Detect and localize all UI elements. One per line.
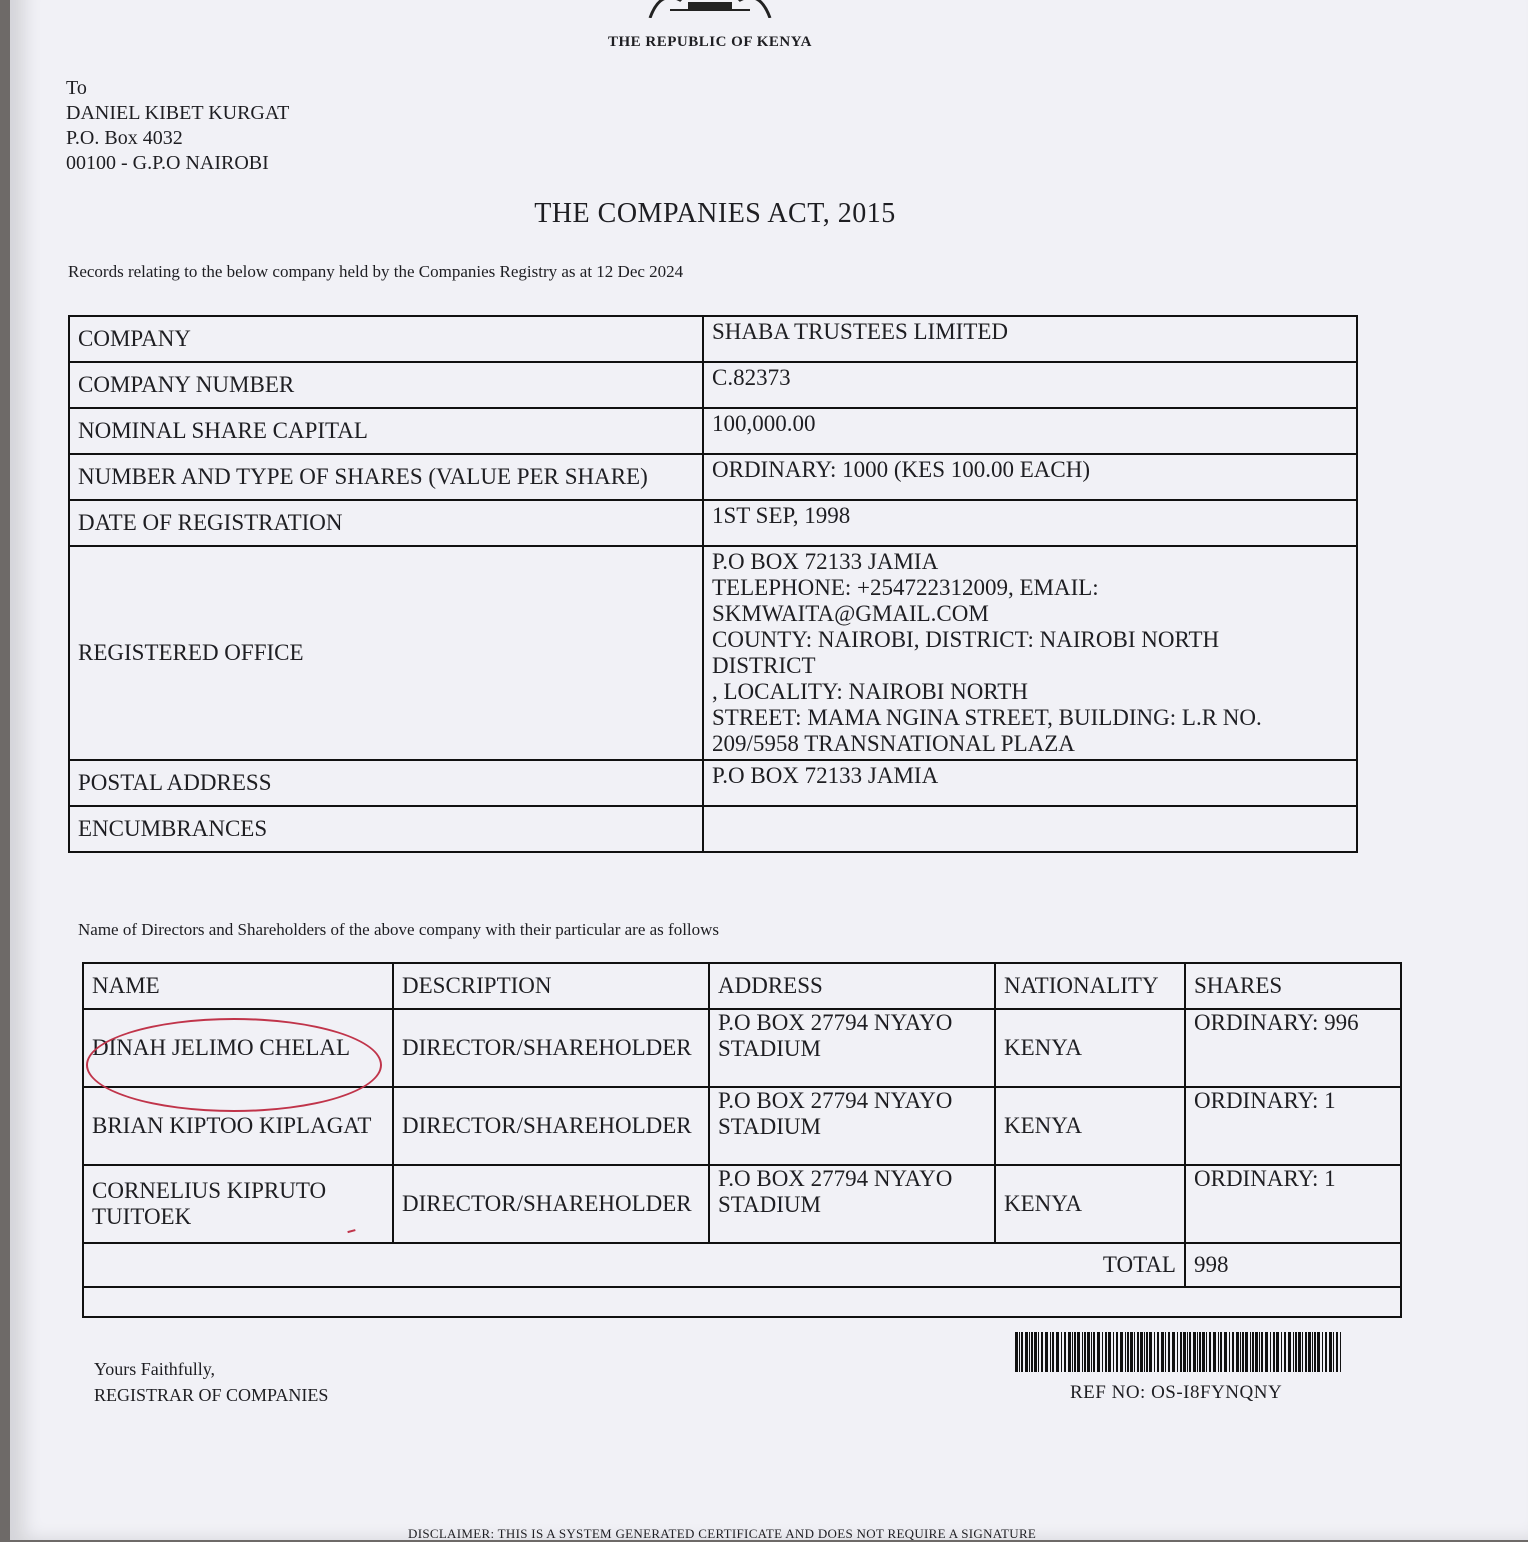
directors-table <box>82 962 1402 1318</box>
certificate-page <box>10 0 1528 1540</box>
registration-date-label: DATE OF REGISTRATION <box>69 500 703 546</box>
act-title: THE COMPANIES ACT, 2015 <box>534 198 896 229</box>
header-nationality: NATIONALITY <box>995 963 1185 1009</box>
encumbrances-value <box>703 806 1357 852</box>
table-row <box>69 408 1357 454</box>
director-nationality: KENYA <box>995 1009 1185 1087</box>
disclaimer: DISCLAIMER: THIS IS A SYSTEM GENERATED CERTIFICATE AND DOES NOT REQUIRE A SIGNATURE <box>408 1526 1037 1541</box>
records-line: Records relating to the below company held by the Companies Registry as at 12 Dec 2024 <box>68 262 684 281</box>
address-line: P.O BOX 27794 NYAYO <box>718 1010 953 1035</box>
office-line: DISTRICT <box>712 653 816 678</box>
table-row <box>83 1165 1401 1243</box>
director-address <box>709 1165 995 1243</box>
postal-address-label: POSTAL ADDRESS <box>69 760 703 806</box>
header-shares: SHARES <box>1185 963 1401 1009</box>
coat-of-arms-icon <box>640 0 780 18</box>
registered-office-value <box>703 546 1357 760</box>
total-value: 998 <box>1185 1243 1401 1287</box>
directors-intro: Name of Directors and Shareholders of the above company with their particular are as follows <box>78 920 720 939</box>
share-capital-value: 100,000.00 <box>703 408 1357 454</box>
company-details-table <box>68 315 1358 853</box>
republic-heading: THE REPUBLIC OF KENYA <box>607 34 812 50</box>
director-description: DIRECTOR/SHAREHOLDER <box>393 1087 709 1165</box>
director-address <box>709 1087 995 1165</box>
table-row <box>69 500 1357 546</box>
director-shares: ORDINARY: 1 <box>1185 1087 1401 1165</box>
addressee-to: To <box>66 77 87 99</box>
director-nationality: KENYA <box>995 1087 1185 1165</box>
highlight-circle <box>86 1018 382 1112</box>
addressee-name: DANIEL KIBET KURGAT <box>66 102 290 124</box>
director-description: DIRECTOR/SHAREHOLDER <box>393 1009 709 1087</box>
shares-type-label: NUMBER AND TYPE OF SHARES (VALUE PER SHARE) <box>69 454 703 500</box>
table-row <box>69 806 1357 852</box>
director-shares: ORDINARY: 1 <box>1185 1165 1401 1243</box>
addressee-city: 00100 - G.P.O NAIROBI <box>66 152 269 174</box>
company-value: SHABA TRUSTEES LIMITED <box>703 316 1357 362</box>
table-row <box>69 362 1357 408</box>
company-number-label: COMPANY NUMBER <box>69 362 703 408</box>
share-capital-label: NOMINAL SHARE CAPITAL <box>69 408 703 454</box>
office-line: , LOCALITY: NAIROBI NORTH <box>712 679 1028 704</box>
reference-number: REF NO: OS-I8FYNQNY <box>1070 1382 1283 1403</box>
registrar-title: REGISTRAR OF COMPANIES <box>94 1385 329 1405</box>
registered-office-label: REGISTERED OFFICE <box>69 546 703 760</box>
office-line: TELEPHONE: +254722312009, EMAIL: <box>712 575 1099 600</box>
table-row <box>83 1287 1401 1317</box>
postal-address-value: P.O BOX 72133 JAMIA <box>703 760 1357 806</box>
director-name: BRIAN KIPTOO KIPLAGAT <box>83 1087 393 1165</box>
director-name: DINAH JELIMO CHELAL <box>83 1009 393 1087</box>
header-name: NAME <box>83 963 393 1009</box>
addressee-box: P.O. Box 4032 <box>66 127 183 149</box>
empty-row <box>83 1287 1401 1317</box>
office-line: COUNTY: NAIROBI, DISTRICT: NAIROBI NORTH <box>712 627 1220 652</box>
director-nationality: KENYA <box>995 1165 1185 1243</box>
director-name: CORNELIUS KIPRUTO TUITOEK <box>83 1165 393 1243</box>
office-line: STREET: MAMA NGINA STREET, BUILDING: L.R NO. <box>712 705 1262 730</box>
total-label: TOTAL <box>995 1243 1185 1287</box>
office-line: P.O BOX 72133 JAMIA <box>712 549 939 574</box>
barcode-icon <box>1015 1332 1341 1372</box>
header-description: DESCRIPTION <box>393 963 709 1009</box>
office-line: 209/5958 TRANSNATIONAL PLAZA <box>712 731 1075 756</box>
company-label: COMPANY <box>69 316 703 362</box>
header-address: ADDRESS <box>709 963 995 1009</box>
closing-block <box>94 1356 328 1408</box>
yours-faithfully: Yours Faithfully, <box>94 1359 216 1379</box>
director-address <box>709 1009 995 1087</box>
table-row <box>69 546 1357 760</box>
address-line: STADIUM <box>718 1114 821 1139</box>
office-line: SKMWAITA@GMAIL.COM <box>712 601 989 626</box>
director-description: DIRECTOR/SHAREHOLDER <box>393 1165 709 1243</box>
table-row <box>69 760 1357 806</box>
table-row <box>69 316 1357 362</box>
total-row <box>83 1243 1401 1287</box>
director-shares: ORDINARY: 996 <box>1185 1009 1401 1087</box>
address-line: STADIUM <box>718 1036 821 1061</box>
company-number-value: C.82373 <box>703 362 1357 408</box>
address-line: P.O BOX 27794 NYAYO <box>718 1088 953 1113</box>
registration-date-value: 1ST SEP, 1998 <box>703 500 1357 546</box>
encumbrances-label: ENCUMBRANCES <box>69 806 703 852</box>
address-line: STADIUM <box>718 1192 821 1217</box>
addressee-block <box>66 76 289 176</box>
total-spacer <box>83 1243 995 1287</box>
address-line: P.O BOX 27794 NYAYO <box>718 1166 953 1191</box>
table-header-row <box>83 963 1401 1009</box>
table-row <box>69 454 1357 500</box>
shares-type-value: ORDINARY: 1000 (KES 100.00 EACH) <box>703 454 1357 500</box>
